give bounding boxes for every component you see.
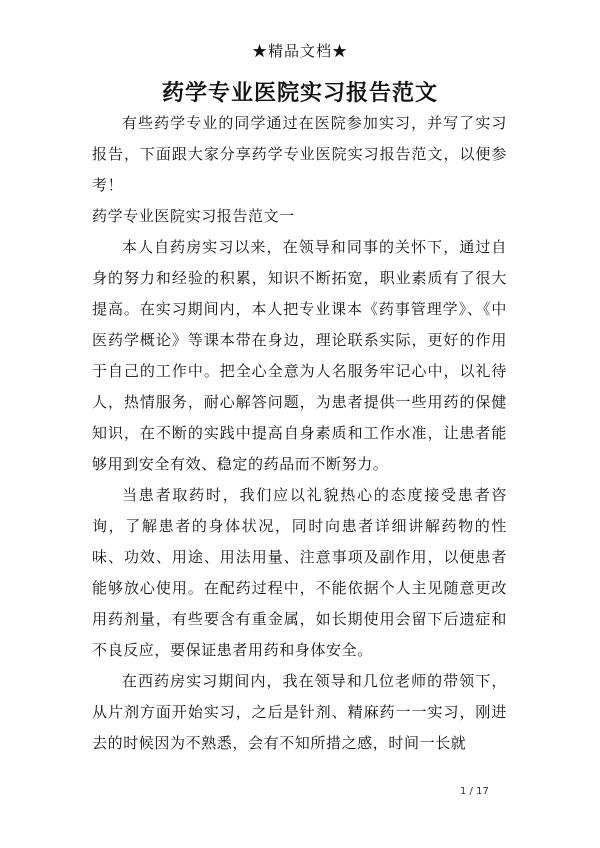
section-heading: 药学专业医院实习报告范文一 <box>92 207 295 225</box>
document-title: 药学专业医院实习报告范文 <box>161 80 438 106</box>
intro-paragraph: 有些药学专业的同学通过在医院参加实习，并写了实习报告，下面跟大家分享药学专业医院实习报告范文，以便参考！ <box>92 114 507 194</box>
body-paragraph: 本人自药房实习以来，在领导和同事的关怀下，通过自身的努力和经验的积累，知识不断拓宽，职业素质有了很大提高。在实习期间内，本人把专业课本《药事管理学》、《中医药学概论》等课本带在身边，理论联系实际，更好的作用于自己的工作中。把全心全意为人名服务牢记心中，以礼待人，热情服务，耐心解答问题，为患者提供一些用药的保健知识，在不断的实践中提高自身素质和工作水准，让患者能够用到安全有效、稳定的药品而不断努力。 <box>92 238 507 473</box>
page-number: 1 / 17 <box>460 786 489 797</box>
document-body <box>92 108 507 759</box>
body-paragraph: 在西药房实习期间内，我在领导和几位老师的带领下，从片剂方面开始实习，之后是针剂、精麻药一一实习，刚进去的时候因为不熟悉，会有不知所措之感，时间一长就 <box>92 672 507 752</box>
quality-badge: ★精品文档★ <box>251 42 348 60</box>
body-paragraph: 当患者取药时，我们应以礼貌热心的态度接受患者咨询，了解患者的身体状况，同时向患者详细讲解药物的性味、功效、用途、用法用量、注意事项及副作用，以便患者能够放心使用。在配药过程中，不能依据个人主见随意更改用药剂量，有些要含有重金属，如长期使用会留下后遗症和不良反应，要保证患者用药和身体安全。 <box>92 486 507 659</box>
